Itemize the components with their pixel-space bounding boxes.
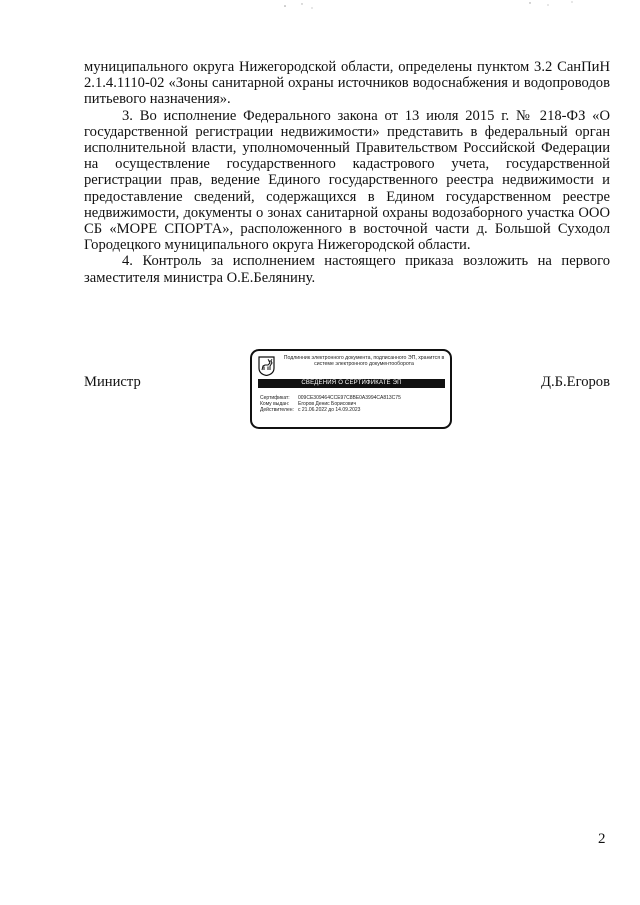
signatory-name: Д.Б.Егоров [541,374,610,390]
issued-to-value: Егоров Денис Борисович [298,401,357,408]
validity-label: Действителен: [260,407,294,414]
validity-value: с 21.06.2022 до 14.09.2023 [298,407,361,414]
document-body [84,59,610,286]
stamp-details [260,395,446,414]
electronic-signature-stamp [250,349,452,429]
signature-block [84,355,610,436]
issued-to-label: Кому выдан: [260,401,290,408]
page-number: 2 [598,831,606,847]
signatory-title: Министр [84,374,141,390]
scan-artifacts [0,0,640,20]
certificate-label: Сертификат: [260,395,290,401]
nizhny-novgorod-deer-emblem-icon [258,356,275,376]
stamp-header: СВЕДЕНИЯ О СЕРТИФИКАТЕ ЭП [258,379,445,388]
validity-row [260,407,446,413]
stamp-note: Подлинник электронного документа, подписанного ЭП, хранится в системе электронного документооборота [283,355,445,368]
paragraph-item-3: 3. Во исполнение Федерального закона от 13 июля 2015 г. № 218-ФЗ «О государственной регистрации недвижимости» представить в федеральный орган исполнительной власти, уполномоченный Правительством Российской Федерации на осуществление государственного кадастрового учета, государственной регистрации прав, ведение Единого государственного реестра недвижимости и предоставление сведений, содержащихся в Едином государственном реестре недвижимости, документы о зонах санитарной охраны водозаборного участка ООО СБ «МОРЕ СПОРТА», расположенного в восточной части д. Большой Суходол Городецкого муниципального округа Нижегородской области. [84,107,610,254]
paragraph-item-4: 4. Контроль за исполнением настоящего приказа возложить на первого заместителя министра О.Е.Белянину. [84,253,610,286]
certificate-value: 009CE309464CCE97C8BE0A3994CA813C75 [298,395,401,401]
paragraph-continuation: муниципального округа Нижегородской области, определены пунктом 3.2 СанПиН 2.1.4.1110-02 «Зоны санитарной охраны источников водоснабжения и водопроводов питьевого назначения». [84,59,610,108]
